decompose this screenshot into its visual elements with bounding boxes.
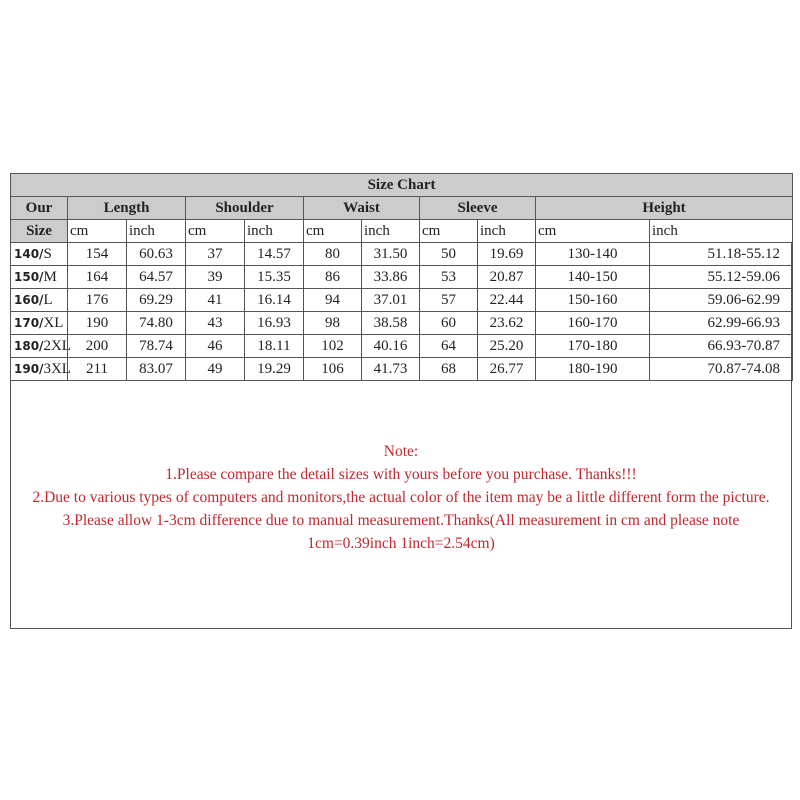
table-cell: 37.01 [362,289,420,312]
table-cell: 51.18-55.12 [650,243,793,266]
table-cell: 80 [304,243,362,266]
table-row [11,289,793,312]
table-cell: 130-140 [536,243,650,266]
table-row [11,312,793,335]
table-cell: 86 [304,266,362,289]
notes-section [10,440,792,555]
table-cell: 50 [420,243,478,266]
size-cell [11,243,68,266]
size-label: L [43,291,53,308]
table-cell: 59.06-62.99 [650,289,793,312]
unit-header-6: cm [420,220,478,243]
table-cell: 140-150 [536,266,650,289]
unit-header-4: cm [304,220,362,243]
table-cell: 66.93-70.87 [650,335,793,358]
unit-header-1: inch [127,220,186,243]
table-cell: 16.93 [245,312,304,335]
table-cell: 154 [68,243,127,266]
note-heading: Note: [383,443,419,460]
table-cell: 55.12-59.06 [650,266,793,289]
table-cell: 170-180 [536,335,650,358]
header-size: Size [11,220,68,243]
unit-header-3: inch [245,220,304,243]
table-cell: 176 [68,289,127,312]
table-cell: 33.86 [362,266,420,289]
table-cell: 78.74 [127,335,186,358]
header-shoulder: Shoulder [186,197,304,220]
table-cell: 15.35 [245,266,304,289]
header-waist: Waist [304,197,420,220]
height-code: 160/ [14,292,44,307]
table-cell: 74.80 [127,312,186,335]
table-cell: 26.77 [478,358,536,381]
unit-header-5: inch [362,220,420,243]
table-cell: 40.16 [362,335,420,358]
table-cell: 164 [68,266,127,289]
height-code: 170/ [14,315,44,330]
table-cell: 68 [420,358,478,381]
table-cell: 160-170 [536,312,650,335]
table-cell: 43 [186,312,245,335]
table-row [11,266,793,289]
table-cell: 49 [186,358,245,381]
unit-header-8: cm [536,220,650,243]
table-cell: 94 [304,289,362,312]
table-cell: 102 [304,335,362,358]
unit-header-9: inch [650,220,793,243]
size-cell [11,266,68,289]
table-cell: 19.69 [478,243,536,266]
size-cell [11,358,71,381]
table-cell: 31.50 [362,243,420,266]
size-chart-table [10,173,793,381]
table-cell: 190 [68,312,127,335]
table-cell: 57 [420,289,478,312]
table-cell: 46 [186,335,245,358]
height-code: 140/ [14,246,44,261]
table-cell: 200 [68,335,127,358]
unit-header-7: inch [478,220,536,243]
table-cell: 25.20 [478,335,536,358]
table-cell: 23.62 [478,312,536,335]
table-cell: 22.44 [478,289,536,312]
header-length: Length [68,197,186,220]
height-code: 150/ [14,269,44,284]
table-cell: 19.29 [245,358,304,381]
note-line-2: 2.Due to various types of computers and monitors,the actual color of the item may be a little different form the picture. [32,489,770,506]
table-cell: 180-190 [536,358,650,381]
unit-header-2: cm [186,220,245,243]
height-code: 180/ [14,338,44,353]
size-label: S [43,245,52,262]
size-cell [11,312,68,335]
table-cell: 60 [420,312,478,335]
table-cell: 64.57 [127,266,186,289]
table-cell: 39 [186,266,245,289]
table-cell: 20.87 [478,266,536,289]
table-cell: 18.11 [245,335,304,358]
header-height: Height [536,197,793,220]
table-row [11,358,793,381]
table-cell: 64 [420,335,478,358]
table-cell: 60.63 [127,243,186,266]
size-cell [11,335,71,358]
table-cell: 211 [68,358,127,381]
table-cell: 38.58 [362,312,420,335]
note-line-1: 1.Please compare the detail sizes with yours before you purchase. Thanks!!! [165,466,637,483]
chart-title: Size Chart [11,174,793,197]
table-cell: 62.99-66.93 [650,312,793,335]
table-cell: 53 [420,266,478,289]
table-cell: 150-160 [536,289,650,312]
size-label: 3XL [43,360,71,377]
table-cell: 14.57 [245,243,304,266]
table-cell: 69.29 [127,289,186,312]
size-rows [11,243,793,381]
table-cell: 83.07 [127,358,186,381]
table-cell: 98 [304,312,362,335]
note-line-3: 3.Please allow 1-3cm difference due to manual measurement.Thanks(All measurement in cm and please note 1cm=0.39inch 1inch=2.54cm) [62,512,740,552]
table-row [11,243,793,266]
size-cell [11,289,68,312]
table-cell: 37 [186,243,245,266]
table-cell: 41.73 [362,358,420,381]
size-label: 2XL [43,337,71,354]
header-our: Our [11,197,68,220]
size-label: XL [43,314,64,331]
height-code: 190/ [14,361,44,376]
table-row [11,335,793,358]
table-cell: 70.87-74.08 [650,358,793,381]
table-cell: 41 [186,289,245,312]
table-cell: 16.14 [245,289,304,312]
unit-header-0: cm [68,220,127,243]
table-cell: 106 [304,358,362,381]
size-label: M [43,268,57,285]
header-sleeve: Sleeve [420,197,536,220]
